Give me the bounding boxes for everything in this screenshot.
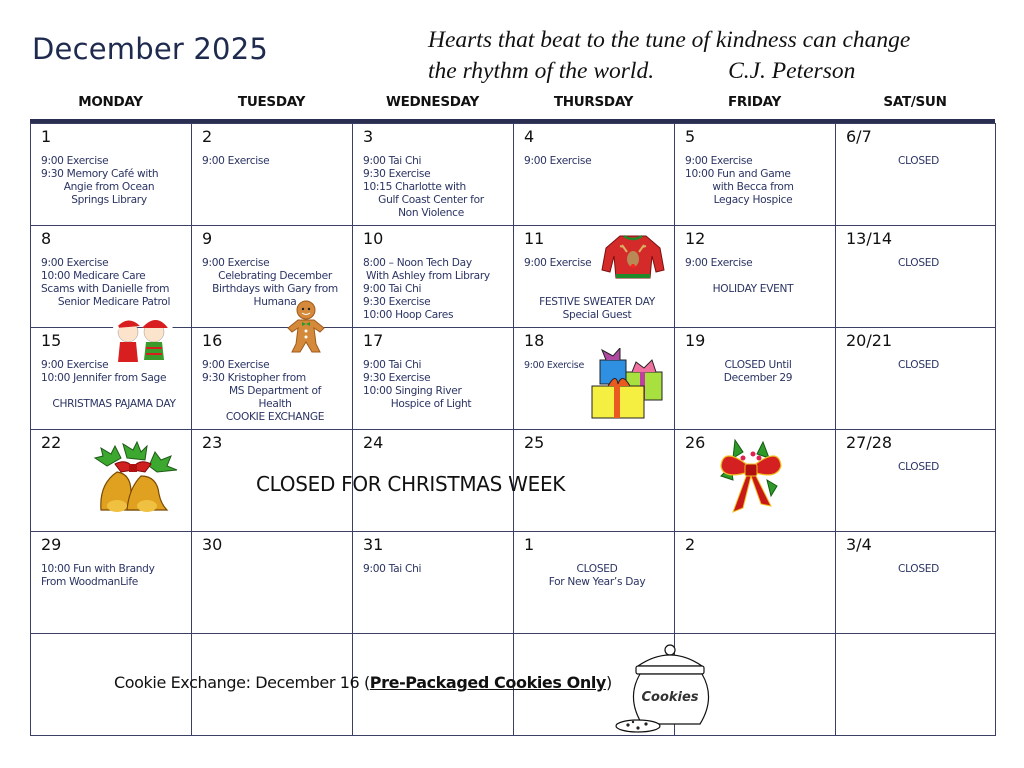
event: 9:00 Tai Chi xyxy=(363,155,422,167)
day-cell xyxy=(836,124,996,226)
event: MS Department of xyxy=(228,385,322,397)
day-cell xyxy=(192,328,353,430)
event: Legacy Hospice xyxy=(713,194,793,206)
day-number: 18 xyxy=(524,331,545,350)
closed-label: CLOSED xyxy=(897,257,940,269)
event: 10:00 Fun and Game xyxy=(685,168,791,180)
event: Springs Library xyxy=(71,194,147,206)
note-prefix: Cookie Exchange: December 16 ( xyxy=(114,673,370,692)
event: From WoodmanLife xyxy=(41,576,138,588)
day-cell xyxy=(514,532,675,634)
gingerbread-man-icon xyxy=(286,300,326,354)
day-cell xyxy=(675,226,836,328)
event: 9:00 Exercise xyxy=(524,360,584,371)
day-cell xyxy=(836,328,996,430)
day-number: 12 xyxy=(685,229,706,248)
day-number: 30 xyxy=(202,535,223,554)
event: with Becca from xyxy=(712,181,794,193)
day-headers xyxy=(30,94,995,110)
header-thursday: THURSDAY xyxy=(553,94,634,110)
day-number: 15 xyxy=(41,331,62,350)
christmas-bells-icon xyxy=(87,440,179,518)
day-cell xyxy=(31,124,192,226)
event: Celebrating December xyxy=(218,270,332,282)
week-row xyxy=(31,532,996,634)
event: 9:00 Exercise xyxy=(202,155,270,167)
gift-boxes-icon xyxy=(590,348,672,420)
cookie-jar-icon xyxy=(612,642,728,734)
event: 9:00 Exercise xyxy=(41,359,109,371)
event: 10:00 Jennifer from Sage xyxy=(41,372,167,384)
event: FESTIVE SWEATER DAY xyxy=(539,296,655,308)
quote-line-2: the rhythm of the world. xyxy=(428,58,655,84)
closed-label: CLOSED xyxy=(897,155,940,167)
day-cell xyxy=(353,328,514,430)
event: Senior Medicare Patrol xyxy=(57,296,171,308)
event: 10:00 Medicare Care xyxy=(41,270,146,282)
day-number: 26 xyxy=(685,433,706,452)
closed-label: CLOSED xyxy=(897,461,940,473)
day-cell xyxy=(675,430,836,532)
event: 9:30 Memory Café with xyxy=(41,168,159,180)
elves-icon xyxy=(110,316,176,366)
event: 9:00 Exercise xyxy=(524,155,592,167)
day-number: 25 xyxy=(524,433,545,452)
event: 9:30 Exercise xyxy=(363,372,431,384)
event: HOLIDAY EVENT xyxy=(712,283,794,295)
day-number: 5 xyxy=(685,127,696,146)
event: 10:15 Charlotte with xyxy=(363,181,466,193)
cookie-exchange-note xyxy=(114,673,612,692)
event: 10:00 Fun with Brandy xyxy=(41,563,155,575)
day-cell xyxy=(675,532,836,634)
day-number: 2 xyxy=(685,535,696,554)
event: Scams with Danielle from xyxy=(41,283,170,295)
day-number: 8 xyxy=(41,229,52,248)
event: 8:00 – Noon Tech Day xyxy=(363,257,472,269)
event: Birthdays with Gary from xyxy=(212,283,338,295)
day-number: 16 xyxy=(202,331,223,350)
day-number: 22 xyxy=(41,433,62,452)
quote-author: C.J. Peterson xyxy=(728,58,856,84)
day-cell xyxy=(836,226,996,328)
header-tuesday: TUESDAY xyxy=(237,94,306,110)
closed-label: For New Year’s Day xyxy=(548,576,646,588)
event: Hospice of Light xyxy=(390,398,472,410)
event: COOKIE EXCHANGE xyxy=(225,411,325,423)
quote xyxy=(428,25,910,87)
event: 9:00 Tai Chi xyxy=(363,283,422,295)
day-cell xyxy=(353,226,514,328)
day-cell xyxy=(31,532,192,634)
day-number: 4 xyxy=(524,127,535,146)
event: Non Violence xyxy=(398,207,464,219)
closed-label: December 29 xyxy=(723,372,793,384)
event: With Ashley from Library xyxy=(366,270,490,282)
day-number: 31 xyxy=(363,535,384,554)
event: 9:00 Exercise xyxy=(41,155,109,167)
day-cell xyxy=(31,430,192,532)
event: Gulf Coast Center for xyxy=(378,194,484,206)
day-number: 29 xyxy=(41,535,62,554)
event: 9:00 Exercise xyxy=(685,155,753,167)
month-title: December 2025 xyxy=(32,32,269,66)
header-monday: MONDAY xyxy=(78,94,143,110)
event: 10:00 Hoop Cares xyxy=(363,309,454,321)
calendar-grid xyxy=(30,119,995,737)
note-suffix: ) xyxy=(605,673,612,692)
closed-label: CLOSED Until xyxy=(724,359,792,371)
day-number: 3/4 xyxy=(846,535,872,554)
day-cell xyxy=(192,226,353,328)
day-cell xyxy=(675,124,836,226)
event: 10:00 Singing River xyxy=(363,385,462,397)
christmas-sweater-icon xyxy=(600,232,666,282)
day-number: 19 xyxy=(685,331,706,350)
closed-christmas-week-banner: CLOSED FOR CHRISTMAS WEEK xyxy=(256,472,566,496)
closed-label: CLOSED xyxy=(897,563,940,575)
closed-label: CLOSED xyxy=(897,359,940,371)
header-satsun: SAT/SUN xyxy=(883,94,947,110)
day-number: 6/7 xyxy=(846,127,872,146)
day-cell xyxy=(675,328,836,430)
header-friday: FRIDAY xyxy=(728,94,781,110)
event: 9:00 Exercise xyxy=(41,257,109,269)
day-number: 23 xyxy=(202,433,223,452)
event: 9:00 Exercise xyxy=(202,257,270,269)
week-row xyxy=(31,226,996,328)
day-cell xyxy=(192,124,353,226)
event: CHRISTMAS PAJAMA DAY xyxy=(52,398,176,410)
day-number: 27/28 xyxy=(846,433,893,452)
day-number: 3 xyxy=(363,127,374,146)
day-cell xyxy=(514,328,675,430)
day-number: 13/14 xyxy=(846,229,893,248)
day-number: 2 xyxy=(202,127,213,146)
event: Humana xyxy=(253,296,297,308)
day-number: 9 xyxy=(202,229,213,248)
event: 9:00 Tai Chi xyxy=(363,563,422,575)
day-cell xyxy=(31,226,192,328)
day-number: 11 xyxy=(524,229,545,248)
header-wednesday: WEDNESDAY xyxy=(386,94,479,110)
event: 9:00 Exercise xyxy=(524,257,592,269)
day-number: 1 xyxy=(524,535,535,554)
day-cell xyxy=(353,532,514,634)
event: 9:00 Exercise xyxy=(685,257,753,269)
event: 9:00 Tai Chi xyxy=(363,359,422,371)
day-cell xyxy=(836,532,996,634)
holly-bow-icon xyxy=(713,436,787,518)
event: 9:30 Exercise xyxy=(363,296,431,308)
event: Health xyxy=(258,398,292,410)
day-cell xyxy=(836,430,996,532)
day-cell xyxy=(514,226,675,328)
quote-line-1: Hearts that beat to the tune of kindness can change xyxy=(428,27,911,53)
note-emphasis: Pre-Packaged Cookies Only xyxy=(369,673,606,692)
day-number: 1 xyxy=(41,127,52,146)
day-cell xyxy=(353,124,514,226)
footer-cell xyxy=(836,634,996,736)
closed-label: CLOSED xyxy=(576,563,618,575)
event: 9:30 Exercise xyxy=(363,168,431,180)
day-number: 24 xyxy=(363,433,384,452)
event: 9:30 Kristopher from xyxy=(202,372,306,384)
day-number: 20/21 xyxy=(846,331,893,350)
day-number: 17 xyxy=(363,331,384,350)
day-number: 10 xyxy=(363,229,384,248)
week-row xyxy=(31,124,996,226)
cookie-jar-label: Cookies xyxy=(641,690,699,705)
event: Angie from Ocean xyxy=(63,181,155,193)
event: 9:00 Exercise xyxy=(202,359,270,371)
event: Special Guest xyxy=(562,309,632,321)
day-cell xyxy=(514,124,675,226)
day-cell xyxy=(192,532,353,634)
